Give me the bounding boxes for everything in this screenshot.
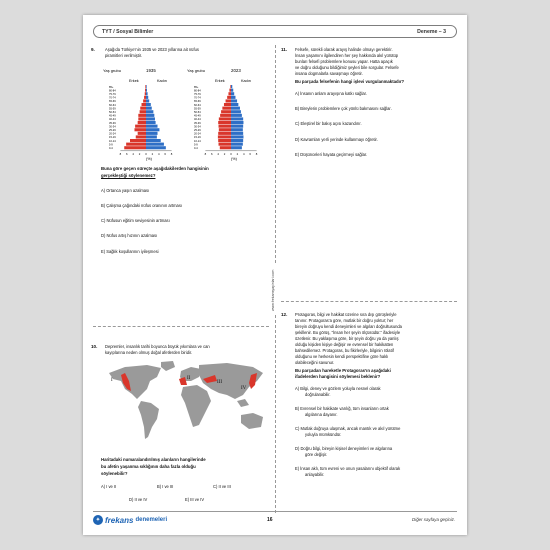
x-tick-label: 6 xyxy=(211,151,213,156)
age-tick-label: 15-19 xyxy=(194,136,201,140)
q9-intro-2: piramitleri verilmiştir. xyxy=(105,53,143,58)
q9-option-d[interactable]: D) Nüfus artış hızının azalması xyxy=(101,233,158,238)
age-tick-label: 35-39 xyxy=(194,121,201,125)
male-bar xyxy=(218,132,231,135)
age-tick-label: 40-44 xyxy=(109,118,116,122)
pyramid-2-age-label: Yaş grubu xyxy=(187,68,205,73)
australia xyxy=(241,413,263,429)
q12-question-1: Bu parçadan hareketle Protagoras’ın aşağıdaki xyxy=(295,368,391,373)
male-bar xyxy=(144,96,146,99)
q11-question: Bu parçada felsefenin hangi işlevi vurgulanmaktadır? xyxy=(295,79,405,84)
female-bar xyxy=(146,96,148,99)
q10-number: 10. xyxy=(91,344,98,349)
next-page-note: Diğer sayfaya geçiniz. xyxy=(412,517,455,522)
side-url: www.frekansyayinlari.com xyxy=(271,265,279,315)
q10-option-e[interactable]: E) III ve IV xyxy=(185,497,205,502)
female-bar xyxy=(146,114,154,117)
q12-option-d-line-1: D) Doğru bilgi, bireyin kişisel deneyimleri ve algılarına xyxy=(295,446,393,451)
q11-option-a[interactable]: A) İnsanın anlam arayışına katkı sağlar. xyxy=(295,91,367,96)
left-question-separator xyxy=(93,326,269,327)
age-tick-label: 45-49 xyxy=(194,114,201,118)
page-number: 16 xyxy=(267,517,273,523)
q12-option-a[interactable] xyxy=(295,386,381,398)
female-bar xyxy=(146,132,158,135)
q12-option-e[interactable] xyxy=(295,466,400,478)
map-label-III: III xyxy=(217,380,222,385)
q12-intro-9: olabileceğini savunur. xyxy=(295,360,335,365)
exam-page xyxy=(83,15,467,535)
male-bar xyxy=(218,139,231,142)
page-footer xyxy=(83,513,467,527)
female-bar xyxy=(231,117,243,120)
q12-intro-2: tanınır. Protagoras’a göre, mutlak bir doğru yoktur; her xyxy=(295,318,394,323)
male-bar xyxy=(145,92,146,95)
female-bar xyxy=(231,114,242,117)
age-tick-label: 80-84 xyxy=(194,89,201,93)
age-tick-label: 80-84 xyxy=(109,89,116,93)
q12-intro-6: olduğu kişiden kişiye değişir ve evrensel bir hakikatten xyxy=(295,342,394,347)
female-bar xyxy=(146,128,159,131)
page-header xyxy=(93,25,457,38)
male-bar xyxy=(218,121,231,124)
male-bar xyxy=(226,99,231,102)
age-tick-label: 20-24 xyxy=(194,132,201,136)
female-bar xyxy=(146,89,147,92)
age-tick-label: 50-54 xyxy=(109,111,116,114)
x-tick-label: 8 xyxy=(170,151,173,156)
age-tick-label: 25-29 xyxy=(194,129,201,132)
q11-number: 11. xyxy=(281,47,288,52)
q12-option-e-line-1: E) İnsan aklı, tüm evreni ve onun yasalarını objektif olarak xyxy=(295,466,401,471)
africa xyxy=(181,385,211,427)
male-bar xyxy=(140,107,146,110)
female-bar xyxy=(146,121,156,124)
q9-option-a[interactable]: A) Ortanca yaşın azalması xyxy=(101,188,150,193)
male-bar xyxy=(138,117,146,120)
q11-option-e[interactable]: E) Düşünceleri hayata geçirmeyi sağlar. xyxy=(295,152,368,157)
age-tick-label: 40-44 xyxy=(194,118,201,122)
q12-option-c-line-1: C) Mutlak doğruya ulaşmak, ancak mantık ve akıl yürütme xyxy=(295,426,401,431)
female-bar xyxy=(231,135,243,138)
map-label-I: I xyxy=(111,378,113,383)
age-tick-label: 60-64 xyxy=(109,103,116,107)
header-exam: Deneme – 3 xyxy=(417,29,446,35)
q9-question-1: Buna göre geçen süreçte aşağıdakilerden hangisinin xyxy=(101,166,209,171)
female-bar xyxy=(146,103,151,106)
male-bar xyxy=(221,110,231,113)
female-bar xyxy=(146,135,157,138)
male-bar xyxy=(124,146,146,149)
female-bar xyxy=(231,146,242,149)
x-tick-label: 4 xyxy=(158,151,160,156)
q11-intro-3: bunları felsefi problemlere konusu yapar. Hatta apaçık xyxy=(295,59,393,64)
female-bar xyxy=(231,110,241,113)
q10-intro-2: kayıplarına neden olmuş doğal afetlerden biridir. xyxy=(105,350,193,355)
frekans-logo-icon: ✦ xyxy=(93,515,103,525)
q9-question-2: gerçekleştiği söylenemez? xyxy=(101,173,156,178)
female-bar xyxy=(231,121,243,124)
female-bar xyxy=(146,92,148,95)
male-bar xyxy=(220,146,231,149)
male-bar xyxy=(135,125,146,128)
pyramid-1-female-label: Kadın xyxy=(157,79,167,83)
q11-intro-1: Felsefe, sürekli olarak arayış halinde olmayı gerektirir. xyxy=(295,47,393,52)
male-bar xyxy=(230,85,231,88)
x-tick-label: 4 xyxy=(132,151,134,156)
q10-option-c[interactable]: C) II ve III xyxy=(213,484,231,489)
q12-option-c[interactable] xyxy=(295,426,400,438)
x-tick-label: 2 xyxy=(236,151,239,156)
q10-intro-1: Depremler, insanlık tarihi boyunca büyük yıkımlara ve can xyxy=(105,344,210,349)
right-question-separator xyxy=(281,301,457,302)
q12-option-b-line-2: algılarına dayanır. xyxy=(305,411,338,417)
male-bar xyxy=(126,143,146,146)
female-bar xyxy=(231,125,243,128)
x-tick-label: 2 xyxy=(138,151,141,156)
age-tick-label: 65-69 xyxy=(109,100,116,104)
q11-option-d[interactable]: D) Kavramları yerli yerinde kullanmayı öğretir. xyxy=(295,137,378,142)
female-bar xyxy=(146,85,147,88)
southeast-asia xyxy=(237,399,249,407)
male-bar xyxy=(143,99,146,102)
q12-option-a-line-1: A) Bilgi, deney ve gözlem yoluyla nesnel olarak xyxy=(295,386,381,391)
q11-intro-4: ve doğru olduğunu bildiğimiz şeyleri bile sorgular. Felsefe xyxy=(295,65,399,70)
male-bar xyxy=(130,139,146,142)
female-bar xyxy=(146,125,158,128)
q12-option-b[interactable] xyxy=(295,406,389,418)
q11-option-c[interactable]: C) Eleştirel bir bakış açısı kazandırır. xyxy=(295,121,362,126)
q12-option-c-line-2: yoluyla mümkündür. xyxy=(305,431,342,437)
q10-question-1: Haritadaki numaralandırılmış alanların hangilerinde xyxy=(101,457,206,462)
q11-intro-2: İnsan yaşamını ilgilendiren her şey hakkında akıl yürütüp xyxy=(295,53,399,58)
q9-option-c[interactable]: C) Nüfusun eğitim seviyesinin artması xyxy=(101,218,170,223)
male-bar xyxy=(224,103,231,106)
age-tick-label: 10-14 xyxy=(194,139,201,143)
pyramid-1-age-label: Yaş grubu xyxy=(103,68,121,73)
male-bar xyxy=(229,89,231,92)
age-tick-label: 70-74 xyxy=(194,96,201,100)
north-america xyxy=(109,365,161,399)
female-bar xyxy=(231,132,243,135)
pyramid-1-year: 1935 xyxy=(146,68,156,73)
age-tick-label: 85+ xyxy=(194,85,199,89)
x-tick-label: 0 xyxy=(145,151,147,156)
age-tick-label: 30-34 xyxy=(109,125,116,129)
x-tick-label: 8 xyxy=(204,151,207,156)
q12-number: 12. xyxy=(281,312,288,317)
male-bar xyxy=(134,128,146,131)
age-tick-label: 75-79 xyxy=(109,93,116,96)
pyramid-1-male-label: Erkek xyxy=(129,79,139,83)
south-america xyxy=(138,401,159,439)
age-tick-label: 10-14 xyxy=(109,139,116,143)
q12-intro-4: şekillenir. Bu görüş, “İnsan her şeyin ölçüsüdür.” ifadesiyle xyxy=(295,330,401,335)
female-bar xyxy=(231,143,243,146)
q10-option-b[interactable]: B) I ve III xyxy=(157,484,174,489)
x-tick-label: 6 xyxy=(126,151,128,156)
footer-logo xyxy=(93,514,167,526)
female-bar xyxy=(231,92,234,95)
male-bar xyxy=(219,128,231,131)
q10-option-d[interactable]: D) II ve IV xyxy=(129,497,148,502)
male-bar xyxy=(228,92,231,95)
female-bar xyxy=(146,107,152,110)
header-subject: TYT / Sosyal Bilimler xyxy=(102,29,154,35)
x-tick-label: 8 xyxy=(119,151,122,156)
age-tick-label: 45-49 xyxy=(109,114,116,118)
q9-intro-1: Aşağıda Türkiye’nin 1935 ve 2023 yıllarına ait nüfus xyxy=(105,47,199,52)
female-bar xyxy=(231,96,235,99)
female-bar xyxy=(231,89,233,92)
age-tick-label: 50-54 xyxy=(194,111,201,114)
x-tick-label: 6 xyxy=(249,151,251,156)
x-tick-label: 2 xyxy=(223,151,226,156)
male-bar xyxy=(145,85,146,88)
q12-option-d-line-2: göre değişir. xyxy=(305,451,328,457)
x-tick-label: 0 xyxy=(230,151,232,156)
age-tick-label: 20-24 xyxy=(109,132,116,136)
map-land xyxy=(109,361,263,439)
age-tick-label: 5-9 xyxy=(194,143,198,147)
x-tick-label: 2 xyxy=(151,151,154,156)
female-bar xyxy=(146,110,153,113)
pyramid-2-year: 2023 xyxy=(231,68,241,73)
age-tick-label: 60-64 xyxy=(194,103,201,107)
pyramid-2-female-label: Kadın xyxy=(241,79,251,83)
male-bar xyxy=(220,114,231,117)
female-bar xyxy=(231,128,243,131)
footer-rule xyxy=(93,511,457,512)
male-bar xyxy=(145,89,146,92)
female-bar xyxy=(146,146,166,149)
male-bar xyxy=(140,110,146,113)
q9-option-b[interactable]: B) Çalışma çağındaki nüfus oranının artması xyxy=(101,203,183,208)
female-bar xyxy=(146,143,164,146)
q12-option-a-line-2: doğrulanabilir. xyxy=(305,391,331,397)
pyramid-1-pct: (%) xyxy=(146,157,152,161)
q12-intro-3: bireyin doğruyu kendi deneyimleri ve algıları doğrultusunda xyxy=(295,324,402,329)
age-tick-label: 30-34 xyxy=(194,125,201,129)
map-label-IV: IV xyxy=(241,386,247,391)
world-map xyxy=(103,359,271,445)
q10-option-a[interactable]: A) I ve II xyxy=(101,484,117,489)
female-bar xyxy=(231,103,238,106)
q12-question-2: ifadelerden hangisini söylemesi beklenir? xyxy=(295,374,381,379)
male-bar xyxy=(138,132,146,135)
male-bar xyxy=(227,96,231,99)
q9-number: 9. xyxy=(91,47,95,52)
age-tick-label: 75-79 xyxy=(194,93,201,96)
x-tick-label: 4 xyxy=(243,151,245,156)
population-pyramids xyxy=(101,63,271,161)
q12-intro-8: olduğunu ve herkesin kendi perspektifine göre haklı xyxy=(295,354,389,359)
female-bar xyxy=(146,117,155,120)
female-bar xyxy=(146,139,161,142)
q10-question-3: söylenebilir? xyxy=(101,471,128,476)
age-tick-label: 0-4 xyxy=(109,147,113,150)
age-tick-label: 70-74 xyxy=(109,96,116,100)
male-bar xyxy=(219,117,231,120)
male-bar xyxy=(222,107,231,110)
q11-option-b[interactable]: B) Bireylerin problemlere çok yönlü bakmasını sağlar. xyxy=(295,106,392,111)
map-label-II: II xyxy=(187,376,191,381)
q12-option-e-line-2: anlayabilir. xyxy=(305,471,325,477)
male-bar xyxy=(218,135,231,138)
age-tick-label: 55-59 xyxy=(109,107,116,111)
male-bar xyxy=(142,103,146,106)
age-tick-label: 15-19 xyxy=(109,136,116,140)
age-tick-label: 85+ xyxy=(109,85,114,89)
female-bar xyxy=(231,99,237,102)
footer-brand: frekans xyxy=(105,515,134,525)
female-bar xyxy=(146,99,149,102)
age-tick-label: 55-59 xyxy=(194,107,201,111)
q11-intro-5: insana dogmalarla savaşmayı öğretir. xyxy=(295,71,363,76)
male-bar xyxy=(219,125,231,128)
pyramid-2-pct: (%) xyxy=(231,157,237,161)
x-tick-label: 8 xyxy=(255,151,258,156)
female-bar xyxy=(231,107,240,110)
x-tick-label: 4 xyxy=(217,151,219,156)
q12-option-b-line-1: B) Evrensel bir hakikate varılığ, tüm insanların ortak xyxy=(295,406,389,411)
male-bar xyxy=(138,114,146,117)
q10-question-2: bu afetin yaşanma sıklığının daha fazla olduğu xyxy=(101,464,196,469)
q12-intro-7: bahsedilemez. Protagoras, bu fikirleriyle, bilginin rölatif xyxy=(295,348,394,353)
q12-intro-1: Protagoras, bilgi ve hakikat üzerine sıra dışı görüşleriyle xyxy=(295,312,397,317)
q12-option-d[interactable] xyxy=(295,446,392,458)
male-bar xyxy=(219,143,231,146)
pyramid-2-male-label: Erkek xyxy=(215,79,225,83)
age-tick-label: 65-69 xyxy=(194,100,201,104)
age-tick-label: 5-9 xyxy=(109,143,113,147)
female-bar xyxy=(231,85,232,88)
age-tick-label: 35-39 xyxy=(109,121,116,125)
greenland xyxy=(161,361,175,371)
male-bar xyxy=(136,135,146,138)
q9-option-e[interactable]: E) Sağlık koşullarının iyileşmesi xyxy=(101,249,159,254)
q12-intro-5: özetlenir. Bu yaklaşıma göre, bir şeyin doğru ya da yanlış xyxy=(295,336,399,341)
x-tick-label: 6 xyxy=(164,151,166,156)
age-tick-label: 25-29 xyxy=(109,129,116,132)
female-bar xyxy=(231,139,243,142)
age-tick-label: 0-4 xyxy=(194,147,198,150)
male-bar xyxy=(138,121,146,124)
footer-series: denemeleri xyxy=(135,517,168,523)
